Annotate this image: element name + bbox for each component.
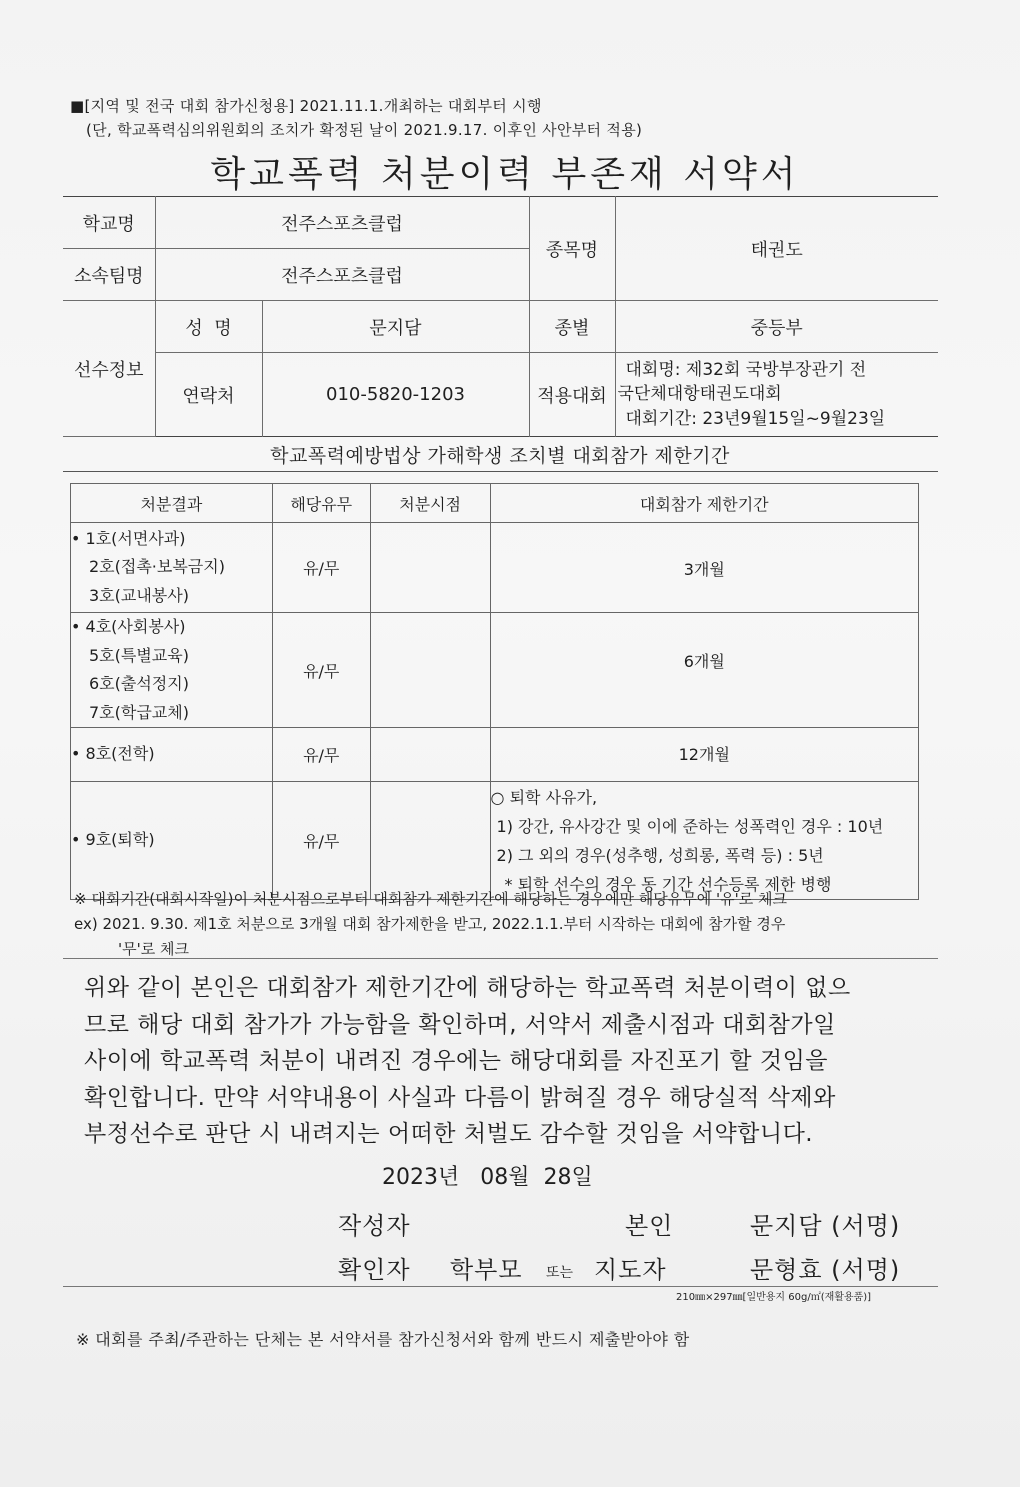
- contact-value: 010-5820-1203: [262, 353, 529, 437]
- divider: [63, 1286, 938, 1287]
- timing-cell: [370, 613, 490, 728]
- period-note: ○ 퇴학 사유가,: [490, 787, 598, 807]
- result-cell: • 8호(전학): [71, 728, 273, 782]
- timing-cell: [370, 728, 490, 782]
- event-value: 태권도: [615, 197, 938, 301]
- team-label: 소속팀명: [63, 249, 155, 301]
- paper-spec: 210㎜×297㎜[일반용지 60g/㎡(재활용품)]: [676, 1292, 872, 1303]
- result-item: 3호(교내봉사): [89, 585, 189, 605]
- timing-cell: [370, 523, 490, 613]
- school-label: 학교명: [63, 197, 155, 249]
- parent-label: 학부모: [450, 1256, 523, 1284]
- restriction-subtitle: 학교폭력예방법상 가해학생 조치별 대회참가 제한기간: [270, 445, 730, 467]
- footnote-3: '무'로 체크: [118, 940, 189, 958]
- divider: [63, 958, 938, 959]
- footnote-2: ex) 2021. 9.30. 제1호 처분으로 3개월 대회 참가제한을 받고, 2022.1.1.부터 시작하는 대회에 참가할 경우: [74, 915, 786, 933]
- header-applicable: 해당유무: [272, 484, 370, 523]
- competition-value: [615, 353, 938, 437]
- applicable-cell: 유/무: [272, 613, 370, 728]
- result-item: 2호(접촉·보복금지): [89, 557, 225, 577]
- pledge-line: 므로 해당 대회 참가가 가능함을 확인하며, 서약서 제출시점과 대회참가일: [84, 1011, 836, 1038]
- notice-line-1: ■[지역 및 전국 대회 참가신청용] 2021.11.1.개최하는 대회부터 시행: [70, 97, 542, 115]
- notice-line-2: (단, 학교폭력심의위원회의 조치가 확정된 날이 2021.9.17. 이후인 사안부터 적용): [86, 121, 643, 139]
- writer-signature: 문지담 (서명): [750, 1212, 901, 1240]
- header-period: 대회참가 제한기간: [490, 484, 918, 523]
- result-item: 5호(특별교육): [89, 645, 189, 665]
- name-label: 성 명: [155, 301, 262, 353]
- pledge-line: 부정선수로 판단 시 내려지는 어떠한 처벌도 감수할 것임을 서약합니다.: [84, 1121, 814, 1147]
- table-row: [71, 613, 919, 728]
- applicant-info-table: [63, 196, 938, 437]
- result-cell: [71, 523, 273, 613]
- restriction-table: [70, 483, 919, 900]
- period-note: 2) 그 외의 경우(성추행, 성희롱, 폭력 등) : 5년: [496, 845, 824, 865]
- pledge-line: 위와 같이 본인은 대회참가 제한기간에 해당하는 학교폭력 처분이력이 없으: [84, 975, 851, 1001]
- result-item: 6호(출석정지): [89, 674, 189, 693]
- period-cell: 3개월: [490, 523, 918, 613]
- competition-line-2: 국단체대항태권도대회: [617, 384, 782, 405]
- result-item: • 4호(사회봉사): [71, 617, 186, 636]
- applicable-cell: 유/무: [272, 728, 370, 782]
- header-result: 처분결과: [71, 484, 273, 523]
- self-label: 본인: [625, 1212, 674, 1240]
- school-value: 전주스포츠클럽: [155, 197, 529, 249]
- timing-cell: [370, 782, 490, 900]
- confirmer-signature: 문형효 (서명): [750, 1256, 901, 1284]
- period-cell: [490, 782, 918, 900]
- document-title: 학교폭력 처분이력 부존재 서약서: [210, 154, 800, 195]
- pledge-line: 확인합니다. 만약 서약내용이 사실과 다름이 밝혀질 경우 해당실적 삭제와: [84, 1084, 836, 1111]
- competition-line-3: 대회기간: 23년9월15일~9월23일: [625, 408, 886, 429]
- period-cell: 6개월: [490, 613, 918, 728]
- result-cell: [71, 613, 273, 728]
- division-value: 중등부: [615, 301, 938, 353]
- footnote-1: ※ 대회기간(대회시작일)이 처분시점으로부터 대회참가 제한기간에 해당하는 경우에만 해당유무에 '유'로 체크: [74, 890, 787, 908]
- pledge-text: [84, 970, 851, 1153]
- pledge-date: 2023년 08월 28일: [382, 1165, 593, 1190]
- competition-label: 적용대회: [529, 353, 615, 437]
- header-timing: 처분시점: [370, 484, 490, 523]
- applicable-cell: 유/무: [272, 523, 370, 613]
- table-row: [71, 782, 919, 900]
- name-value: 문지담: [262, 301, 529, 353]
- table-row: [71, 728, 919, 782]
- result-item: 7호(학급교체): [89, 702, 189, 722]
- applicable-cell: 유/무: [272, 782, 370, 900]
- competition-line-1: 대회명: 제32회 국방부장관기 전: [625, 359, 867, 380]
- coach-label: 지도자: [594, 1256, 667, 1284]
- or-label: 또는: [546, 1265, 574, 1281]
- period-note: 1) 강간, 유사강간 및 이에 준하는 성폭력인 경우 : 10년: [496, 816, 884, 836]
- division-label: 종별: [529, 301, 615, 353]
- result-cell: • 9호(퇴학): [71, 782, 273, 900]
- period-cell: 12개월: [490, 728, 918, 782]
- writer-label: 작성자: [338, 1212, 411, 1240]
- period-note: * 퇴학 선수의 경우 동 기간 선수등록 제한 병행: [504, 874, 832, 894]
- team-value: 전주스포츠클럽: [155, 249, 529, 301]
- contact-label: 연락처: [155, 353, 262, 437]
- event-label: 종목명: [529, 197, 615, 301]
- pledge-line: 사이에 학교폭력 처분이 내려진 경우에는 해당대회를 자진포기 할 것임을: [84, 1048, 829, 1074]
- result-item: • 1호(서면사과): [71, 528, 186, 548]
- player-info-label: 선수정보: [63, 301, 155, 437]
- table-row: [71, 523, 919, 613]
- subtitle-underline: [63, 471, 938, 472]
- bottom-note: ※ 대회를 주최/주관하는 단체는 본 서약서를 참가신청서와 함께 반드시 제출받아야 함: [76, 1330, 690, 1349]
- confirmer-label: 확인자: [338, 1256, 411, 1284]
